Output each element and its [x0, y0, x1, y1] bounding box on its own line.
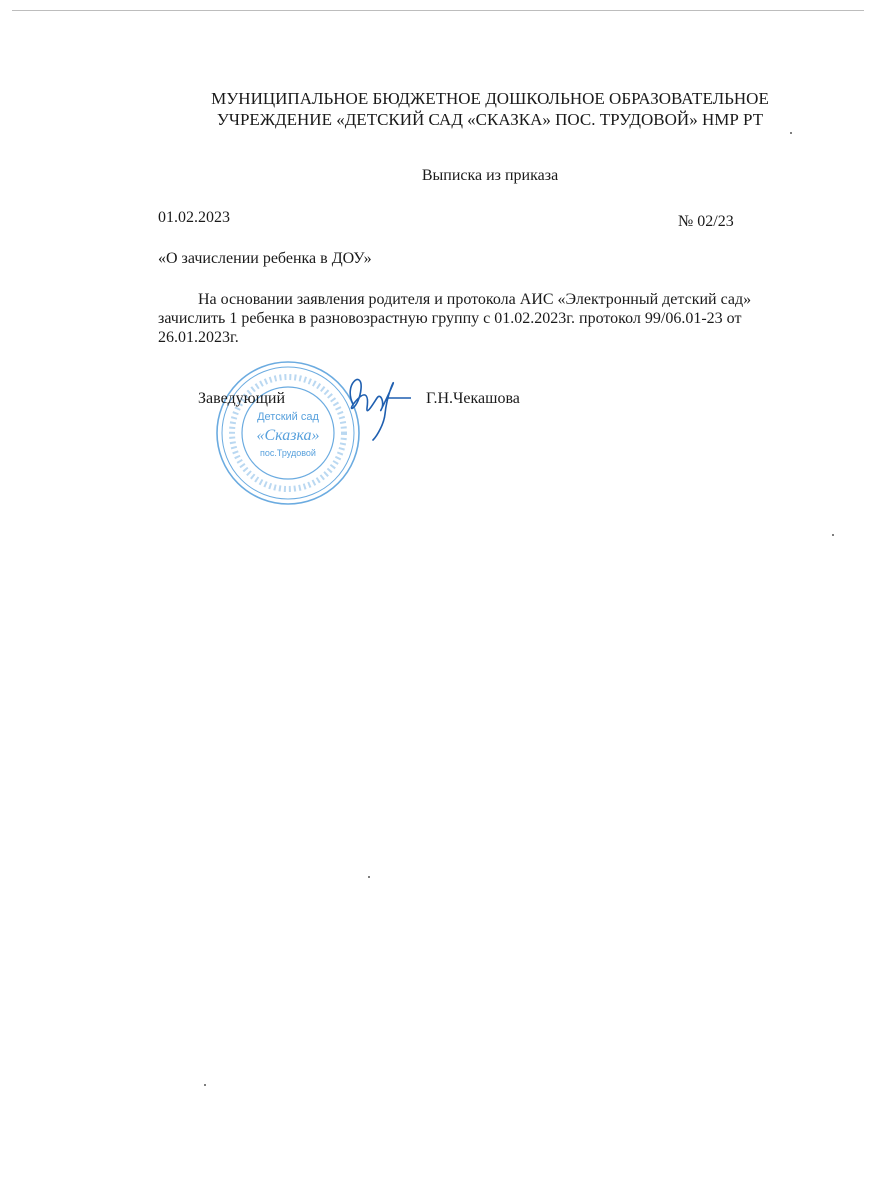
organization-header	[150, 88, 830, 130]
scan-speck	[204, 1084, 206, 1086]
signatory-position: Заведующий	[198, 390, 286, 407]
stamp-text-line-2: «Сказка»	[256, 427, 320, 444]
scan-speck	[368, 876, 370, 878]
header-line-1: МУНИЦИПАЛЬНОЕ БЮДЖЕТНОЕ ДОШКОЛЬНОЕ ОБРАЗОВАТЕЛЬНОЕ	[211, 89, 769, 108]
stamp-text-line-1: Детский сад	[257, 411, 319, 423]
header-line-2: УЧРЕЖДЕНИЕ «ДЕТСКИЙ САД «СКАЗКА» ПОС. ТРУДОВОЙ» НМР РТ	[216, 110, 764, 129]
signatory-name: Г.Н.Чекашова	[426, 390, 520, 407]
order-number: № 02/23	[678, 213, 734, 230]
signature-icon	[333, 364, 413, 444]
order-body: На основании заявления родителя и протокола АИС «Электронный детский сад» зачислить 1 ребенка в разновозрастную группу с 01.02.2023г. протокол 99/06.01-23 от 26.01.2023г.	[158, 291, 752, 346]
scan-speck	[790, 132, 792, 134]
scan-edge-line	[12, 10, 864, 11]
stamp-text-line-3: пос.Трудовой	[260, 448, 316, 458]
order-subject: «О зачислении ребенка в ДОУ»	[158, 250, 372, 267]
document-title: Выписка из приказа	[421, 167, 559, 184]
order-date: 01.02.2023	[158, 209, 230, 226]
scan-speck	[832, 534, 834, 536]
